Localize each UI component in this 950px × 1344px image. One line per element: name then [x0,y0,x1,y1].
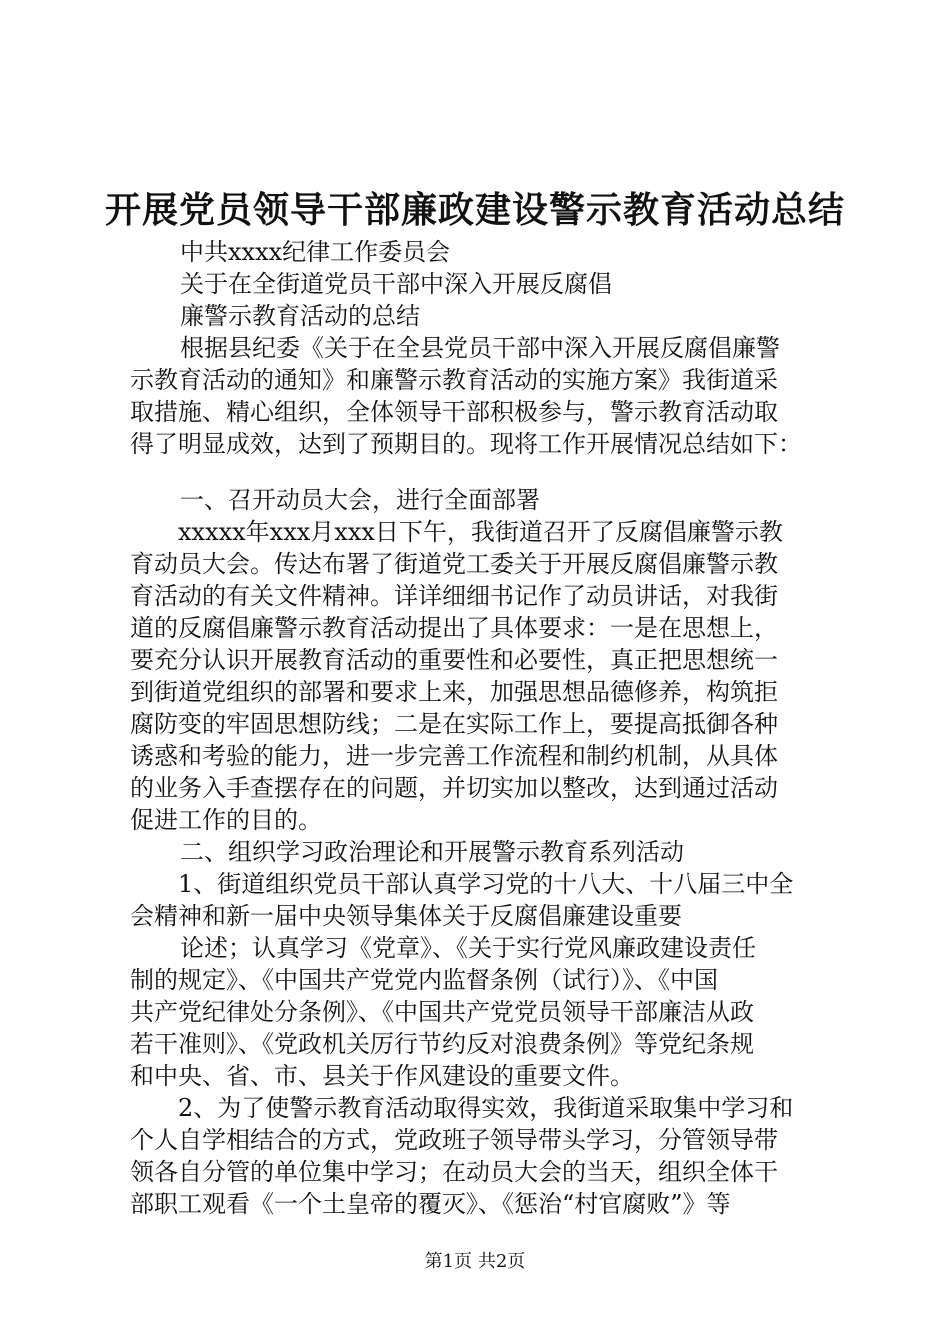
document-title: 开展党员领导干部廉政建设警示教育活动总结 [104,190,845,231]
section-1-line: 育活动的有关文件精神。详详细细书记作了动员讲话，对我街 [130,582,778,610]
section-1-line: 诱惑和考验的能力，进一步完善工作流程和制约机制，从具体 [130,742,778,770]
section-2-heading: 二、组织学习政治理论和开展警示教育系列活动 [180,838,684,866]
section-2-line: 2、为了使警示教育活动取得实效，我街道采取集中学习和 [178,1094,794,1122]
section-2-line: 会精神和新一届中央领导集体关于反腐倡廉建设重要 [130,902,682,930]
section-1-line: 促进工作的目的。 [130,806,322,834]
section-1-line: 的业务入手查摆存在的问题，并切实加以整改，达到通过活动 [130,774,778,802]
section-2-line: 个人自学相结合的方式，党政班子领导带头学习，分管领导带 [130,1126,778,1154]
section-1-line: 育动员大会。传达布署了街道党工委关于开展反腐倡廉警示教 [130,550,778,578]
section-2-line: 制的规定》、《中国共产党党内监督条例（试行）》、《中国 [130,966,718,994]
section-1-line: 到街道党组织的部署和要求上来，加强思想品德修养，构筑拒 [130,678,778,706]
section-2-line: 共产党纪律处分条例》、《中国共产党党员领导干部廉洁从政 [130,998,754,1026]
section-1-line: xxxxx年xxx月xxx日下午，我街道召开了反腐倡廉警示教 [178,518,783,546]
section-2-line: 和中央、省、市、县关于作风建设的重要文件。 [130,1062,634,1090]
intro-line: 示教育活动的通知》和廉警示教育活动的实施方案》我街道采 [130,366,778,394]
section-2-line: 部职工观看《一个土皇帝的覆灭》、《惩治“村官腐败”》等 [130,1190,731,1218]
subtitle-line-2: 廉警示教育活动的总结 [180,302,420,330]
section-1-line: 道的反腐倡廉警示教育活动提出了具体要求：一是在思想上， [130,614,778,642]
intro-line: 取措施、精心组织，全体领导干部积极参与，警示教育活动取 [130,398,778,426]
section-1-line: 要充分认识开展教育活动的重要性和必要性，真正把思想统一 [130,646,778,674]
section-1-heading: 一、召开动员大会，进行全面部署 [180,486,540,514]
intro-line: 得了明显成效，达到了预期目的。现将工作开展情况总结如下： [130,430,802,458]
section-1-line: 腐防变的牢固思想防线；二是在实际工作上，要提高抵御各种 [130,710,778,738]
intro-line: 根据县纪委《关于在全县党员干部中深入开展反腐倡廉警 [180,334,780,362]
section-2-line: 若干准则》、《党政机关厉行节约反对浪费条例》等党纪条规 [130,1030,754,1058]
org-name-line: 中共xxxx纪律工作委员会 [180,238,451,266]
subtitle-line-1: 关于在全街道党员干部中深入开展反腐倡 [180,270,612,298]
page-footer: 第1页 共2页 [424,1251,526,1272]
section-2-line: 1、街道组织党员干部认真学习党的十八大、十八届三中全 [178,870,794,898]
section-2-line: 论述；认真学习《党章》、《关于实行党风廉政建设责任 [180,934,756,962]
section-2-line: 领各自分管的单位集中学习；在动员大会的当天，组织全体干 [130,1158,778,1186]
